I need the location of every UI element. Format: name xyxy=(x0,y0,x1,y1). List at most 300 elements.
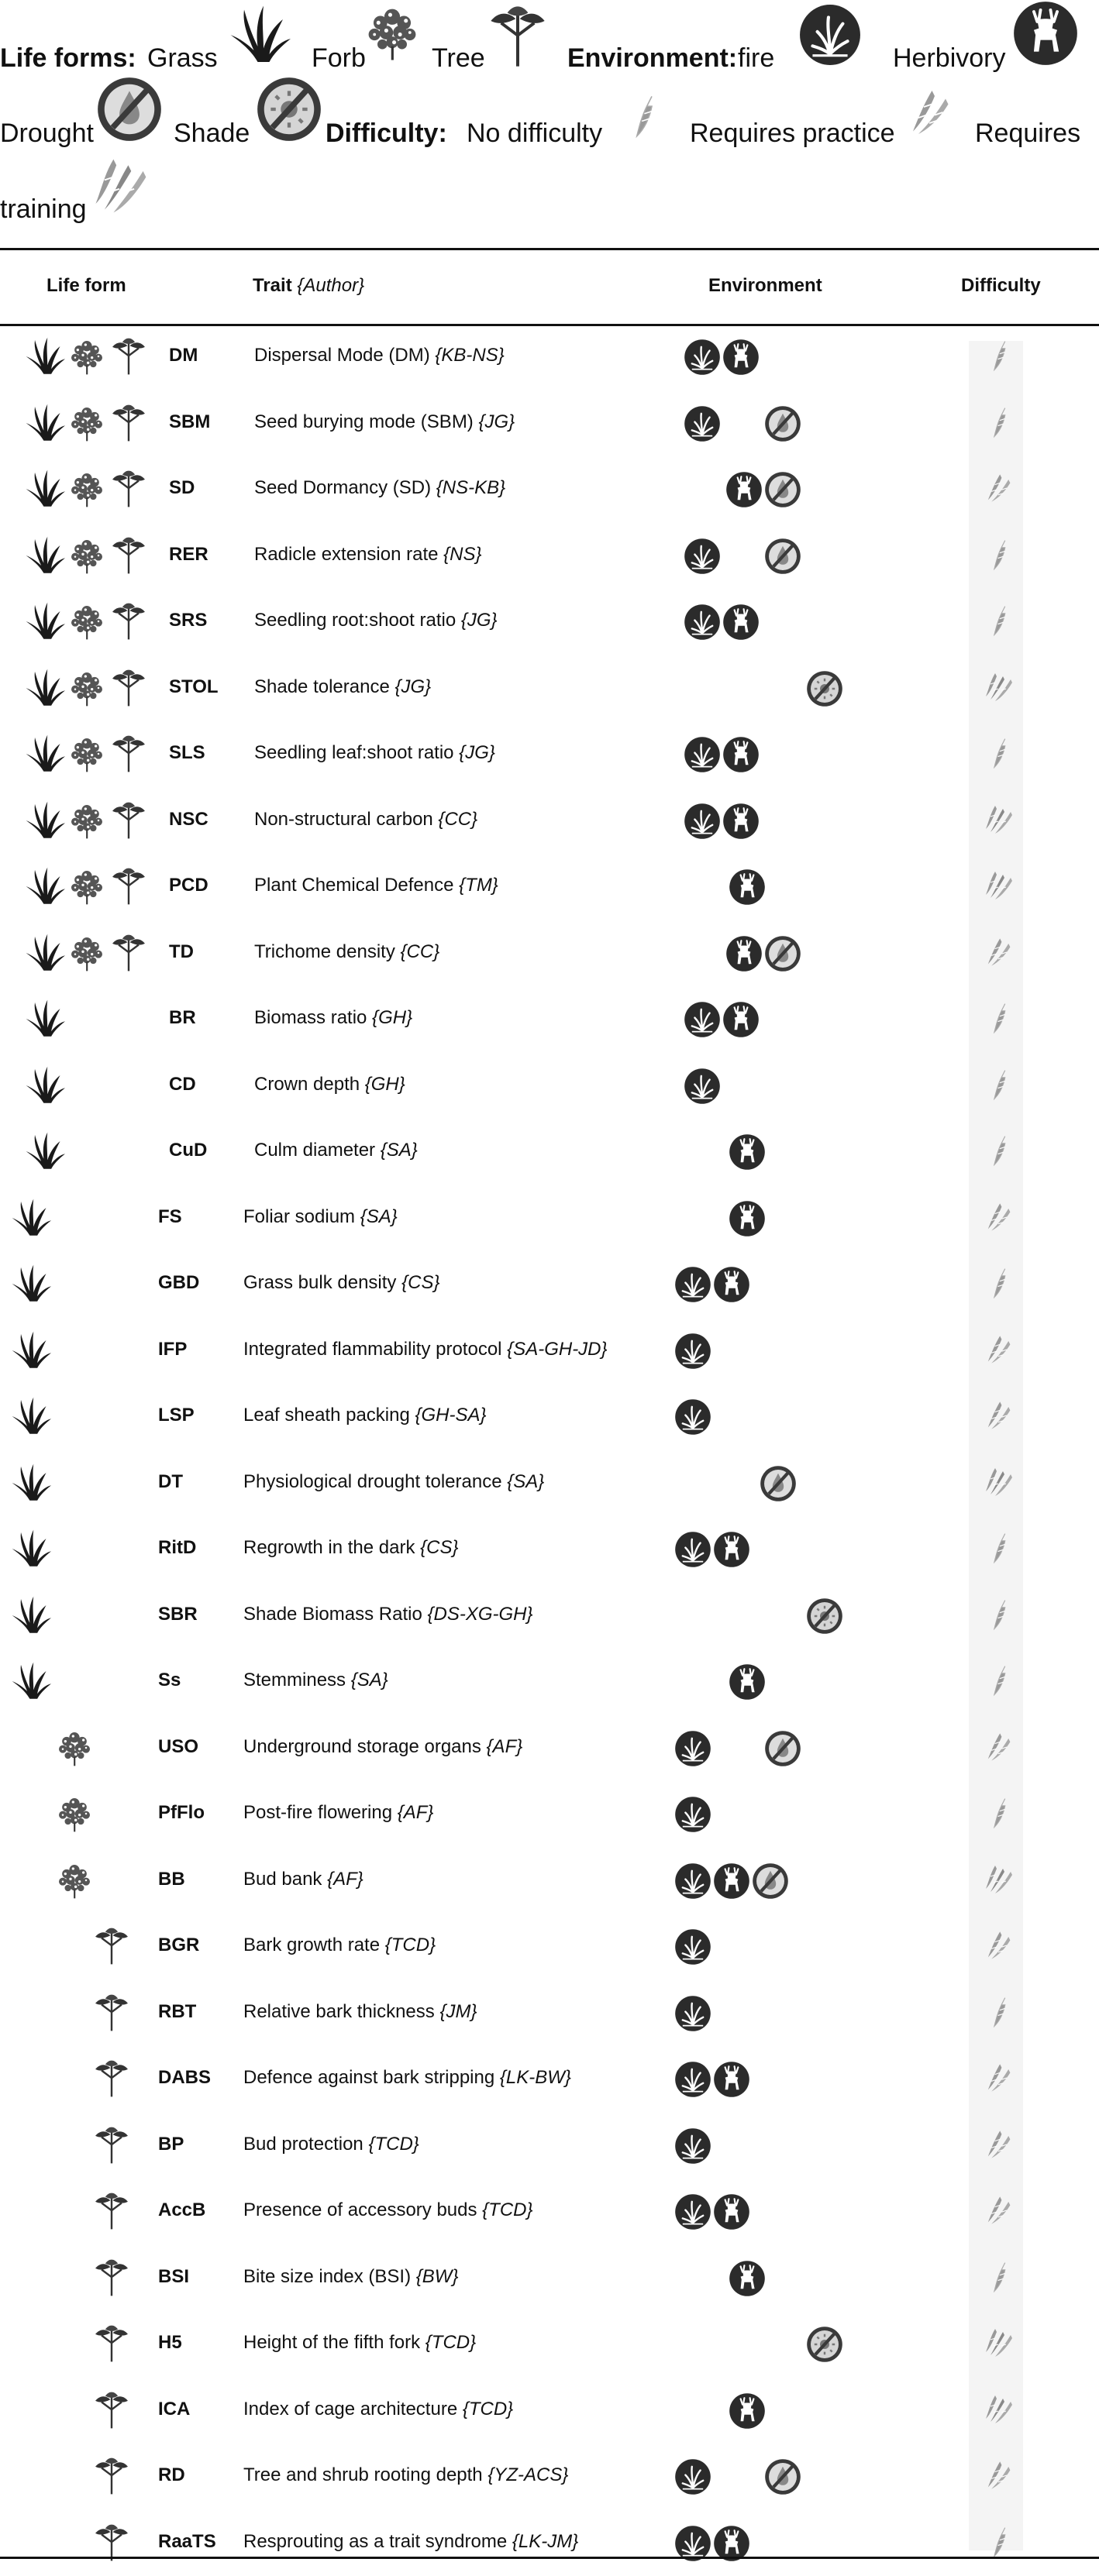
forb-icon xyxy=(67,867,107,906)
table-row xyxy=(0,1251,1099,1317)
tree-icon xyxy=(109,734,149,773)
grass-icon xyxy=(11,1662,51,1701)
forb-icon xyxy=(67,602,107,641)
legend-shade: Shade xyxy=(174,119,250,148)
trait-author: {DS-XG-GH} xyxy=(422,1603,533,1625)
trait-name xyxy=(254,610,498,631)
herbivory-icon xyxy=(1012,0,1079,67)
trait-label: Bark growth rate xyxy=(243,1935,381,1955)
trait-name xyxy=(243,1339,608,1360)
trait-author: {TCD} xyxy=(457,2398,514,2420)
requires-training-icon xyxy=(981,669,1015,705)
forb-icon xyxy=(54,1728,95,1767)
fire-icon xyxy=(684,1001,721,1038)
shade-icon xyxy=(806,1598,843,1635)
trait-author: {AF} xyxy=(481,1735,523,1757)
forb-icon xyxy=(54,1794,95,1833)
herbivory-icon xyxy=(725,935,763,972)
trait-author: {GH-SA} xyxy=(409,1405,487,1426)
drought-icon xyxy=(764,2458,801,2495)
herbivory-icon xyxy=(725,471,763,508)
trait-label: Seedling leaf:shoot ratio xyxy=(254,742,454,763)
trait-author: {AF} xyxy=(322,1868,363,1890)
trait-label: Bud protection xyxy=(243,2133,363,2155)
trait-author: {GH} xyxy=(367,1007,413,1028)
drought-icon xyxy=(752,1862,789,1900)
trait-author: {JG} xyxy=(473,411,515,432)
fire-icon xyxy=(674,1730,711,1767)
trait-label: Regrowth in the dark xyxy=(243,1537,415,1558)
trait-name xyxy=(243,1537,459,1559)
table-row xyxy=(0,2378,1099,2444)
forb-icon xyxy=(67,734,107,773)
table-row xyxy=(0,2046,1099,2112)
trait-name xyxy=(243,1405,487,1426)
trait-label: Leaf sheath packing xyxy=(243,1405,410,1426)
header-author: {Author} xyxy=(297,275,365,296)
trait-author: {JG} xyxy=(456,610,498,631)
table-row xyxy=(0,655,1099,721)
forb-icon xyxy=(67,337,107,376)
trait-label: Integrated flammability protocol xyxy=(243,1338,502,1360)
tree-icon xyxy=(109,669,149,707)
table-row xyxy=(0,1450,1099,1516)
trait-author: {SA-GH-JD} xyxy=(501,1338,608,1360)
trait-code: GBD xyxy=(158,1272,200,1293)
trait-label: Grass bulk density xyxy=(243,1272,397,1293)
legend-drought: Drought xyxy=(0,119,94,148)
trait-code: SLS xyxy=(169,742,205,763)
table-top-rule xyxy=(0,248,1099,250)
trait-author: {SA} xyxy=(355,1205,398,1227)
trait-code: RitD xyxy=(158,1537,197,1558)
tree-icon xyxy=(109,867,149,906)
grass-icon xyxy=(25,669,65,707)
table-row xyxy=(0,788,1099,854)
herbivory-icon xyxy=(729,1200,766,1237)
table-row xyxy=(0,1583,1099,1649)
trait-name xyxy=(243,1272,439,1294)
table-row xyxy=(0,390,1099,456)
trait-code: BP xyxy=(158,2133,184,2155)
requires-training-icon xyxy=(981,802,1015,837)
herbivory-icon xyxy=(722,1001,760,1038)
no-difficulty-icon xyxy=(989,1530,1012,1566)
fire-icon xyxy=(798,3,862,67)
no-difficulty-icon xyxy=(989,1795,1012,1831)
trait-author: {TM} xyxy=(453,875,498,896)
trait-label: Index of cage architecture xyxy=(243,2398,458,2420)
trait-code: SBR xyxy=(158,1603,198,1625)
trait-label: Foliar sodium xyxy=(243,1205,356,1227)
forb-icon xyxy=(363,2,422,64)
legend xyxy=(0,0,1099,225)
trait-label: Biomass ratio xyxy=(254,1007,367,1028)
trait-name xyxy=(254,941,439,963)
legend-requires-practice: Requires practice xyxy=(690,119,895,148)
header-trait xyxy=(253,275,364,297)
legend-difficulty-label: Difficulty: xyxy=(326,119,447,148)
table-row xyxy=(0,1119,1099,1185)
header-difficulty: Difficulty xyxy=(961,275,1041,296)
trait-code: USO xyxy=(158,1735,199,1757)
trait-author: {NS-KB} xyxy=(431,477,506,498)
trait-author: {JM} xyxy=(434,2000,477,2022)
trait-name xyxy=(243,1471,544,1493)
table-row xyxy=(0,2510,1099,2576)
herbivory-icon xyxy=(729,868,766,906)
requires-practice-icon xyxy=(981,934,1015,970)
no-difficulty-icon xyxy=(626,91,665,141)
trait-code: BR xyxy=(169,1007,196,1028)
drought-icon xyxy=(96,76,163,143)
table-row xyxy=(0,1781,1099,1847)
trait-author: {TCD} xyxy=(380,1935,436,1955)
table-row xyxy=(0,1318,1099,1384)
tree-icon xyxy=(91,2258,132,2297)
tree-icon xyxy=(91,2192,132,2230)
tree-icon xyxy=(109,801,149,840)
trait-name xyxy=(243,2001,477,2023)
trait-label: Underground storage organs xyxy=(243,1735,481,1757)
legend-requires: Requires xyxy=(975,119,1081,148)
trait-name xyxy=(243,1206,398,1228)
tree-icon xyxy=(91,1927,132,1966)
grass-icon xyxy=(229,0,291,70)
trait-author: {CS} xyxy=(415,1537,459,1558)
grass-icon xyxy=(11,1397,51,1436)
trait-name xyxy=(254,544,482,566)
table-row xyxy=(0,1914,1099,1979)
grass-icon xyxy=(25,337,65,376)
shade-icon xyxy=(256,76,322,143)
grass-icon xyxy=(25,934,65,972)
trait-label: Bud bank xyxy=(243,1868,322,1890)
trait-author: {CC} xyxy=(394,941,440,962)
no-difficulty-icon xyxy=(989,537,1012,573)
tree-icon xyxy=(91,2391,132,2430)
trait-code: PfFlo xyxy=(158,1802,205,1823)
fire-icon xyxy=(684,339,721,376)
legend-forb: Forb xyxy=(312,43,366,73)
forb-icon xyxy=(67,404,107,442)
trait-author: {CS} xyxy=(396,1272,440,1293)
herbivory-icon xyxy=(722,736,760,773)
trait-name xyxy=(254,1140,418,1161)
trait-author: {KB-NS} xyxy=(429,345,505,366)
fire-icon xyxy=(674,1995,711,2032)
trait-label: Defence against bark stripping xyxy=(243,2067,495,2088)
trait-name xyxy=(254,1074,405,1095)
trait-author: {SA} xyxy=(375,1140,418,1161)
legend-life-forms-label: Life forms: xyxy=(0,43,136,73)
requires-practice-icon xyxy=(981,2127,1015,2162)
header-environment: Environment xyxy=(708,275,822,296)
table-row xyxy=(0,1384,1099,1450)
herbivory-icon xyxy=(729,1133,766,1171)
grass-icon xyxy=(25,734,65,773)
trait-name xyxy=(243,2464,568,2486)
header-trait-label: Trait xyxy=(253,275,292,296)
table-row xyxy=(0,324,1099,390)
no-difficulty-icon xyxy=(989,2259,1012,2295)
fire-icon xyxy=(684,604,721,641)
trait-label: Physiological drought tolerance xyxy=(243,1470,502,1492)
trait-name xyxy=(243,2199,533,2221)
no-difficulty-icon xyxy=(989,1067,1012,1102)
drought-icon xyxy=(764,935,801,972)
table-row xyxy=(0,2311,1099,2377)
tree-icon xyxy=(91,2126,132,2165)
trait-label: Seedling root:shoot ratio xyxy=(254,610,456,631)
trait-code: Ss xyxy=(158,1670,181,1690)
table-row xyxy=(0,1649,1099,1714)
trait-code: STOL xyxy=(169,676,219,697)
trait-code: H5 xyxy=(158,2332,182,2353)
shade-icon xyxy=(806,2326,843,2363)
table-bottom-rule xyxy=(0,2557,1099,2559)
table-row xyxy=(0,523,1099,589)
herbivory-icon xyxy=(722,339,760,376)
trait-label: Tree and shrub rooting depth xyxy=(243,2464,483,2485)
tree-icon xyxy=(109,469,149,508)
forb-icon xyxy=(67,536,107,575)
trait-code: RBT xyxy=(158,2000,197,2022)
no-difficulty-icon xyxy=(989,404,1012,440)
table-row xyxy=(0,854,1099,920)
requires-practice-icon xyxy=(981,1199,1015,1235)
drought-icon xyxy=(764,405,801,442)
requires-practice-icon xyxy=(981,1729,1015,1765)
requires-practice-icon xyxy=(981,2193,1015,2228)
trait-label: Presence of accessory buds xyxy=(243,2199,477,2220)
trait-code: CuD xyxy=(169,1140,208,1161)
tree-icon xyxy=(109,934,149,972)
trait-code: DM xyxy=(169,345,198,366)
drought-icon xyxy=(764,1730,801,1767)
grass-icon xyxy=(25,1066,65,1105)
herbivory-icon xyxy=(722,604,760,641)
legend-environment-label: Environment: xyxy=(567,43,738,73)
trait-author: {TCD} xyxy=(477,2199,533,2220)
trait-author: {TCD} xyxy=(363,2133,419,2155)
trait-code: BSI xyxy=(158,2265,190,2287)
no-difficulty-icon xyxy=(989,1265,1012,1301)
grass-icon xyxy=(25,469,65,508)
trait-code: IFP xyxy=(158,1338,188,1360)
trait-author: {BW} xyxy=(411,2265,459,2287)
trait-code: LSP xyxy=(158,1405,195,1426)
requires-training-icon xyxy=(981,1862,1015,1897)
legend-training: training xyxy=(0,194,87,224)
trait-author: {NS} xyxy=(438,543,482,565)
drought-icon xyxy=(764,538,801,575)
fire-icon xyxy=(674,1266,711,1303)
trait-label: Non-structural carbon xyxy=(254,808,433,830)
no-difficulty-icon xyxy=(989,1133,1012,1168)
table-row xyxy=(0,920,1099,986)
table-row xyxy=(0,1185,1099,1251)
trait-code: NSC xyxy=(169,808,208,830)
trait-code: CD xyxy=(169,1073,196,1095)
trait-author: {SA} xyxy=(346,1670,388,1690)
trait-label: Seed burying mode (SBM) xyxy=(254,411,474,432)
trait-code: PCD xyxy=(169,875,208,896)
grass-icon xyxy=(25,999,65,1038)
tree-icon xyxy=(487,2,549,71)
grass-icon xyxy=(25,602,65,641)
fire-icon xyxy=(674,1862,711,1900)
trait-code: DABS xyxy=(158,2067,212,2088)
legend-tree: Tree xyxy=(432,43,485,73)
trait-label: Bite size index (BSI) xyxy=(243,2265,412,2287)
table-row xyxy=(0,1715,1099,1781)
tree-icon xyxy=(91,2324,132,2363)
grass-icon xyxy=(25,404,65,442)
drought-icon xyxy=(764,471,801,508)
trait-label: Shade Biomass Ratio xyxy=(243,1603,422,1625)
herbivory-icon xyxy=(729,1663,766,1701)
fire-icon xyxy=(674,1928,711,1966)
trait-label: Radicle extension rate xyxy=(254,543,439,565)
trait-label: Culm diameter xyxy=(254,1140,376,1161)
tree-icon xyxy=(91,2457,132,2495)
no-difficulty-icon xyxy=(989,338,1012,373)
trait-label: Trichome density xyxy=(254,941,395,962)
trait-code: ICA xyxy=(158,2398,191,2420)
table-row xyxy=(0,589,1099,655)
trait-code: FS xyxy=(158,1205,182,1227)
trait-code: SRS xyxy=(169,610,208,631)
trait-author: {TCD} xyxy=(420,2332,477,2353)
fire-icon xyxy=(674,2458,711,2495)
trait-name xyxy=(254,742,495,764)
trait-name xyxy=(243,1802,433,1824)
table-row xyxy=(0,1053,1099,1119)
trait-name xyxy=(243,2332,476,2354)
trait-label: Height of the fifth fork xyxy=(243,2332,421,2353)
fire-icon xyxy=(684,803,721,840)
herbivory-icon xyxy=(729,2392,766,2430)
trait-name xyxy=(243,2067,571,2089)
requires-training-icon xyxy=(87,155,152,217)
trait-name xyxy=(254,411,515,433)
herbivory-icon xyxy=(713,2193,750,2230)
trait-author: {GH} xyxy=(360,1073,405,1095)
grass-icon xyxy=(25,801,65,840)
trait-name xyxy=(243,2399,513,2420)
header-life-form: Life form xyxy=(47,275,126,296)
requires-training-icon xyxy=(981,2392,1015,2427)
grass-icon xyxy=(25,1132,65,1171)
tree-icon xyxy=(109,337,149,376)
fire-icon xyxy=(684,1068,721,1105)
trait-code: SBM xyxy=(169,411,211,432)
table-row xyxy=(0,1516,1099,1582)
requires-practice-icon xyxy=(981,470,1015,506)
fire-icon xyxy=(674,1531,711,1568)
table-row xyxy=(0,2444,1099,2509)
trait-author: {JG} xyxy=(389,676,432,697)
table-row xyxy=(0,1980,1099,2046)
table-row xyxy=(0,721,1099,787)
no-difficulty-icon xyxy=(989,1000,1012,1036)
requires-practice-icon xyxy=(981,1398,1015,1433)
table-row xyxy=(0,456,1099,522)
trait-code: SD xyxy=(169,477,195,498)
trait-name xyxy=(243,2134,419,2155)
forb-icon xyxy=(67,669,107,707)
trait-name xyxy=(243,2266,458,2288)
trait-label: Post-fire flowering xyxy=(243,1802,393,1823)
trait-label: Relative bark thickness xyxy=(243,2000,435,2022)
trait-label: Resprouting as a trait syndrome xyxy=(243,2530,508,2552)
trait-name xyxy=(243,1670,388,1691)
herbivory-icon xyxy=(722,803,760,840)
trait-label: Shade tolerance xyxy=(254,676,390,697)
trait-author: {LK-JM} xyxy=(507,2530,579,2552)
trait-code: RER xyxy=(169,543,208,565)
trait-author: {CC} xyxy=(432,808,478,830)
trait-author: {SA} xyxy=(501,1470,545,1492)
tree-icon xyxy=(91,2523,132,2562)
grass-icon xyxy=(11,1199,51,1237)
shade-icon xyxy=(806,670,843,707)
fire-icon xyxy=(674,2061,711,2098)
requires-training-icon xyxy=(981,868,1015,903)
herbivory-icon xyxy=(713,2061,750,2098)
requires-practice-icon xyxy=(981,1928,1015,1963)
legend-grass: Grass xyxy=(147,43,218,73)
trait-name xyxy=(254,809,477,831)
trait-author: {YZ-ACS} xyxy=(482,2464,569,2485)
trait-name xyxy=(254,345,505,366)
drought-icon xyxy=(760,1465,797,1502)
trait-author: {JG} xyxy=(453,742,495,763)
fire-icon xyxy=(674,2193,711,2230)
grass-icon xyxy=(25,867,65,906)
grass-icon xyxy=(11,1529,51,1568)
no-difficulty-icon xyxy=(989,2524,1012,2560)
forb-icon xyxy=(54,1861,95,1900)
trait-name xyxy=(254,676,431,698)
herbivory-icon xyxy=(713,1862,750,1900)
grass-icon xyxy=(25,536,65,575)
trait-label: Crown depth xyxy=(254,1073,360,1095)
trait-author: {AF} xyxy=(392,1802,434,1823)
table-row xyxy=(0,2113,1099,2179)
trait-name xyxy=(243,1869,363,1890)
grass-icon xyxy=(11,1264,51,1303)
trait-author: {LK-BW} xyxy=(494,2067,571,2088)
no-difficulty-icon xyxy=(989,1597,1012,1632)
legend-no-difficulty: No difficulty xyxy=(467,119,603,148)
trait-name xyxy=(254,1007,412,1029)
trait-code: DT xyxy=(158,1470,183,1492)
no-difficulty-icon xyxy=(989,603,1012,638)
herbivory-icon xyxy=(729,2260,766,2297)
trait-code: BGR xyxy=(158,1935,200,1955)
trait-code: AccB xyxy=(158,2199,206,2220)
tree-icon xyxy=(91,1993,132,2032)
fire-icon xyxy=(684,538,721,575)
trait-code: BB xyxy=(158,1868,185,1890)
requires-practice-icon xyxy=(981,2457,1015,2493)
requires-practice-icon xyxy=(981,2060,1015,2096)
trait-label: Plant Chemical Defence xyxy=(254,875,454,896)
table-row xyxy=(0,986,1099,1052)
table-row xyxy=(0,1848,1099,1914)
